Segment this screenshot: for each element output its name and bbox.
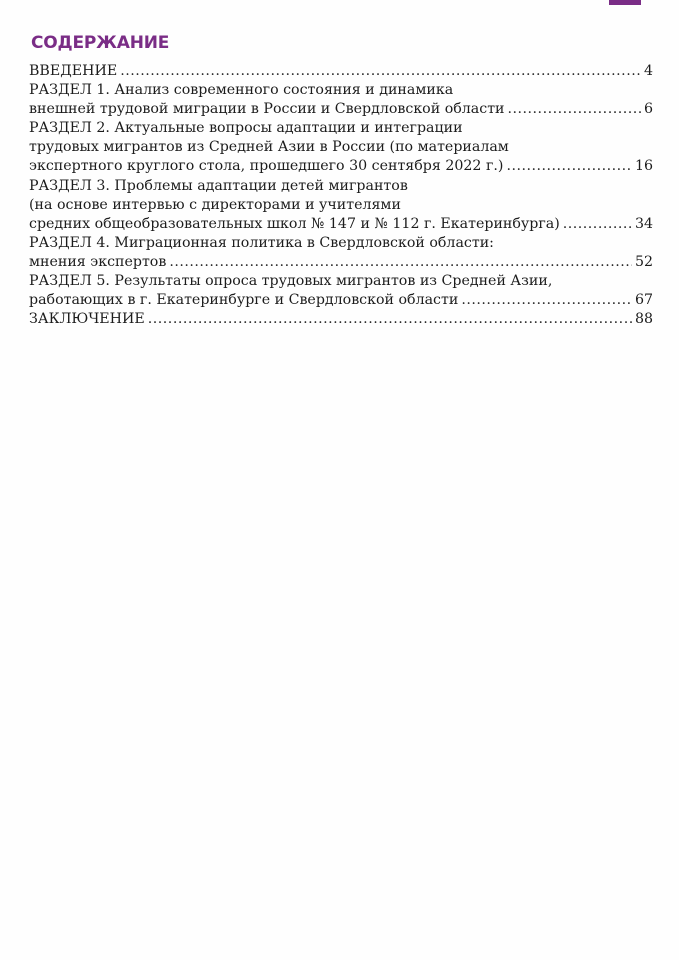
accent-bar xyxy=(609,0,641,5)
toc-entry-section-5[interactable] xyxy=(29,272,653,310)
toc-entry-title: РАЗДЕЛ 1. Анализ современного состояния и динамика xyxy=(29,82,454,99)
toc-page-number: 34 xyxy=(634,215,653,232)
toc-entry-section-2[interactable] xyxy=(29,119,653,176)
dot-leader xyxy=(508,100,641,119)
dot-leader xyxy=(120,62,641,81)
toc-heading: СОДЕРЖАНИЕ xyxy=(31,33,170,53)
dot-leader xyxy=(169,253,632,272)
toc-entry-title: средних общеобразовательных школ № 147 и № 112 г. Екатеринбурга) xyxy=(29,215,560,232)
table-of-contents xyxy=(29,62,653,329)
toc-entry-line xyxy=(29,62,653,81)
toc-entry-introduction[interactable] xyxy=(29,62,653,81)
dot-leader xyxy=(148,310,632,329)
dot-leader xyxy=(563,215,632,234)
toc-entry-title: ЗАКЛЮЧЕНИЕ xyxy=(29,311,145,328)
toc-entry-section-4[interactable] xyxy=(29,234,653,272)
toc-entry-title: РАЗДЕЛ 3. Проблемы адаптации детей мигрантов xyxy=(29,177,408,194)
toc-entry-section-1[interactable] xyxy=(29,81,653,119)
toc-entry-conclusion[interactable] xyxy=(29,310,653,329)
dot-leader xyxy=(461,291,632,310)
toc-entry-title: трудовых мигрантов из Средней Азии в России (по материалам xyxy=(29,139,509,156)
toc-page-number: 4 xyxy=(643,63,653,79)
toc-entry-title: внешней трудовой миграции в России и Свердловской области xyxy=(29,101,505,118)
toc-entry-title: экспертного круглого стола, прошедшего 30 сентября 2022 г.) xyxy=(29,158,504,175)
toc-entry-line xyxy=(29,157,653,176)
toc-entry-title: мнения экспертов xyxy=(29,253,167,270)
toc-entry-title: РАЗДЕЛ 5. Результаты опроса трудовых мигрантов из Средней Азии, xyxy=(29,273,553,290)
toc-entry-line xyxy=(29,253,653,272)
toc-entry-title: РАЗДЕЛ 2. Актуальные вопросы адаптации и интеграции xyxy=(29,120,463,137)
toc-entry-line xyxy=(29,310,653,329)
toc-entry-line xyxy=(29,215,653,234)
toc-entry-title: работающих в г. Екатеринбурге и Свердловской области xyxy=(29,292,459,309)
toc-page-number: 16 xyxy=(634,158,653,175)
toc-page-number: 52 xyxy=(634,253,653,270)
toc-page-number: 88 xyxy=(634,311,653,328)
toc-entry-line xyxy=(29,100,653,119)
dot-leader xyxy=(506,157,632,176)
toc-entry-title: РАЗДЕЛ 4. Миграционная политика в Свердловской области: xyxy=(29,234,494,251)
toc-entry-section-3[interactable] xyxy=(29,177,653,234)
toc-entry-title: ВВЕДЕНИЕ xyxy=(29,63,118,79)
toc-entry-line xyxy=(29,291,653,310)
toc-entry-title: (на основе интервью с директорами и учителями xyxy=(29,196,401,213)
toc-page-number: 6 xyxy=(643,101,653,118)
toc-page-number: 67 xyxy=(634,292,653,309)
